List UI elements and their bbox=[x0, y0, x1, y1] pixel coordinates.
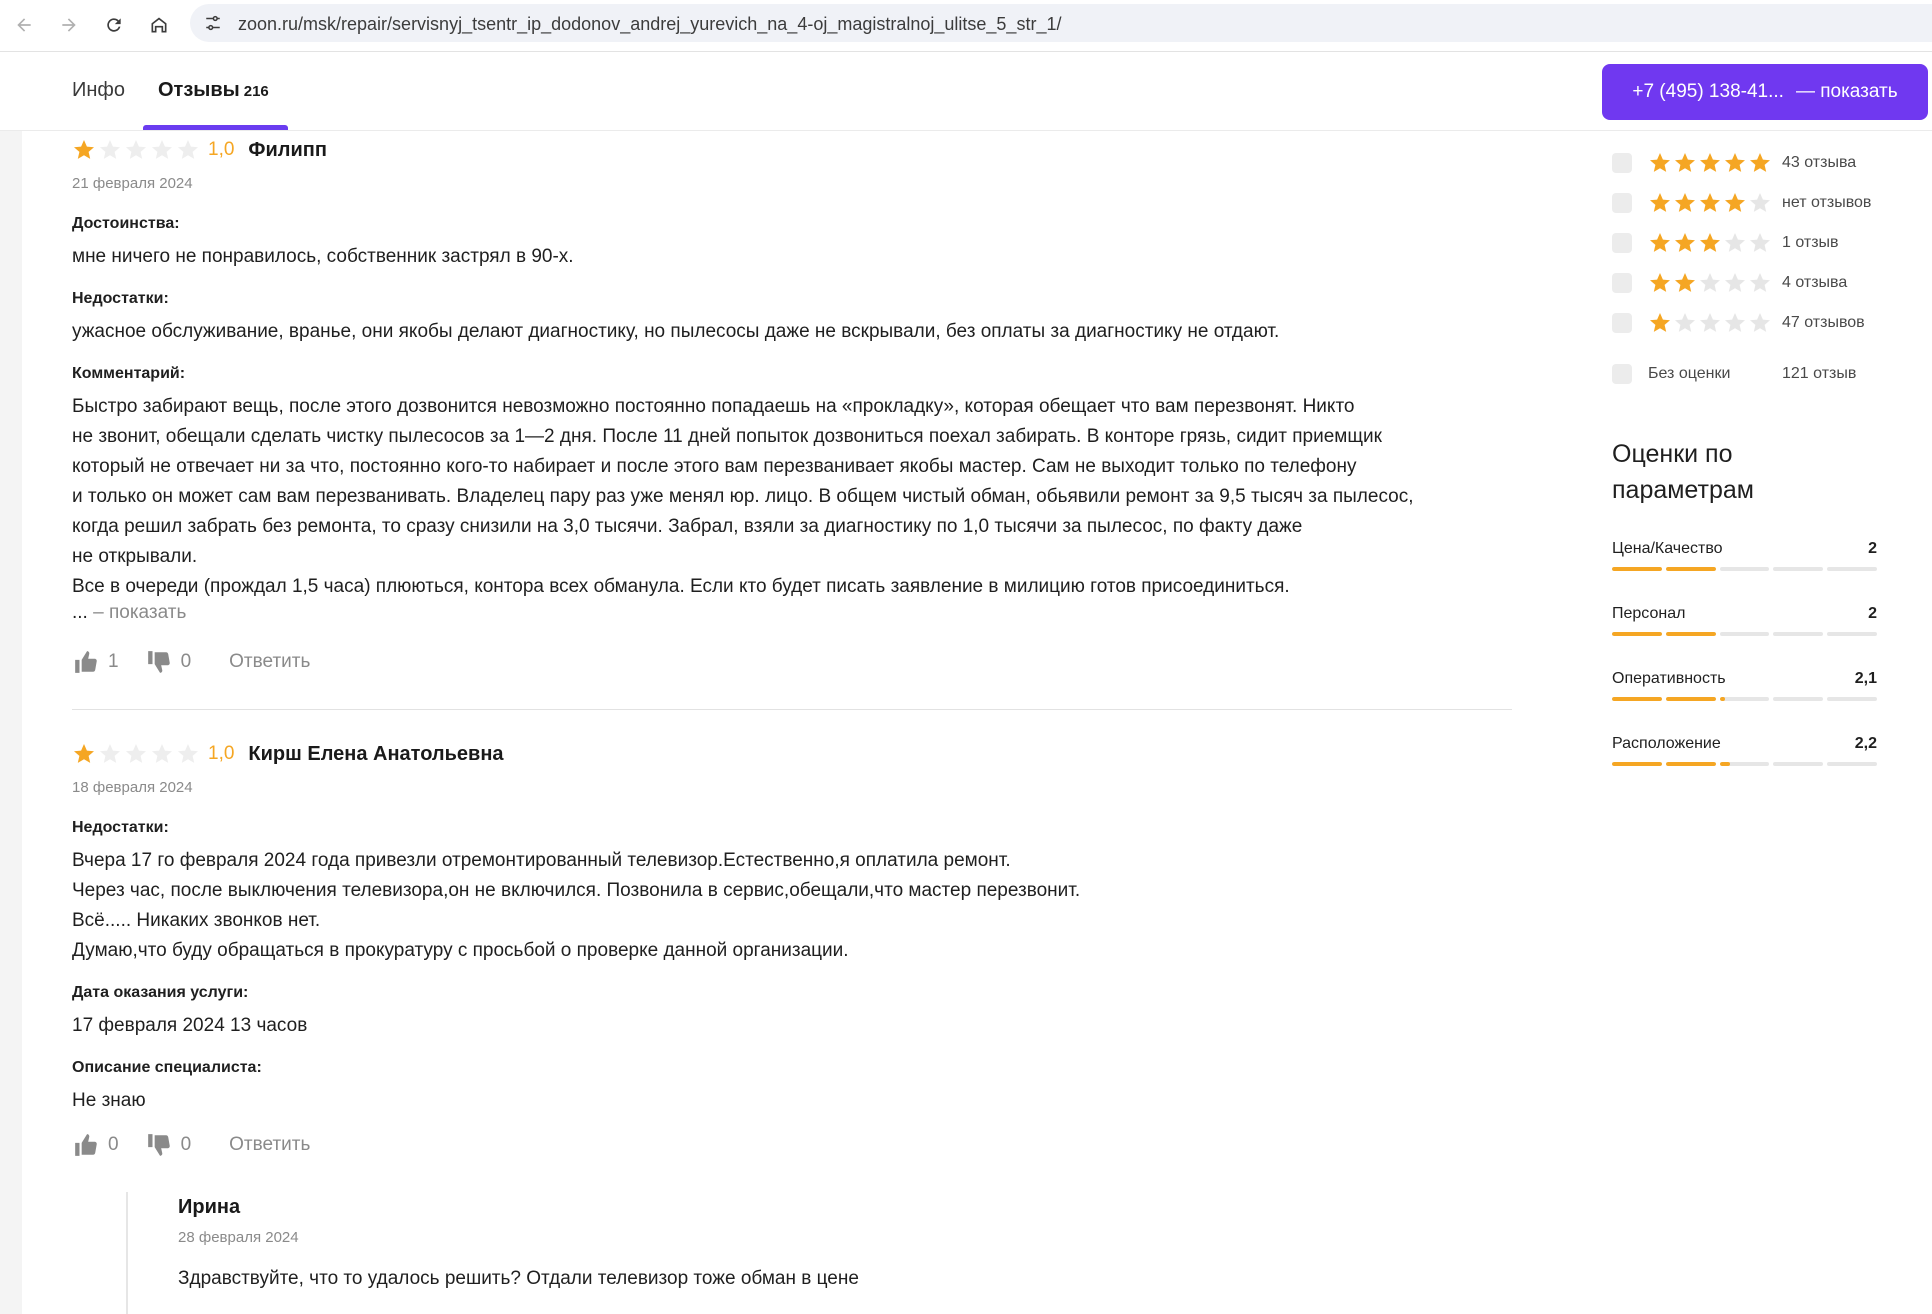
star-filled-icon bbox=[1673, 151, 1697, 175]
tab-info[interactable] bbox=[72, 79, 125, 102]
param-value: 2 bbox=[1868, 605, 1877, 622]
filter-count: 1 отзыв bbox=[1782, 234, 1839, 251]
star-empty-icon bbox=[1723, 311, 1747, 335]
reply-date: 28 февраля 2024 bbox=[178, 1229, 299, 1246]
comment-label: Комментарий: bbox=[72, 365, 186, 382]
rating-stars bbox=[72, 742, 200, 766]
star-filled-icon bbox=[1698, 191, 1722, 215]
thumbs-up-icon[interactable] bbox=[72, 649, 100, 675]
address-bar[interactable] bbox=[190, 4, 1932, 42]
left-gutter bbox=[0, 131, 22, 1314]
comment-line: когда решил забрать без ремонта, то сразу снизили на 3,0 тысячи. Забрал, взяли за диагностику по 1,0 тысячи за пылесос, по факту даже bbox=[72, 516, 1303, 537]
param-bar-fill bbox=[1612, 632, 1662, 636]
comment-text bbox=[72, 392, 1552, 602]
cons-text bbox=[72, 846, 1080, 966]
pros-label: Достоинства: bbox=[72, 215, 180, 232]
param-bar-segment bbox=[1773, 632, 1823, 636]
review-author: Кирш Елена Анатольевна bbox=[248, 742, 504, 765]
thumbs-up-icon[interactable] bbox=[72, 1132, 100, 1158]
forward-button[interactable] bbox=[52, 8, 86, 42]
filter-count: 121 отзыв bbox=[1782, 365, 1857, 382]
filter-stars bbox=[1648, 231, 1772, 255]
star-filled-icon bbox=[1673, 271, 1697, 295]
star-empty-icon bbox=[1723, 271, 1747, 295]
param-name: Оперативность bbox=[1612, 670, 1726, 687]
param-bar bbox=[1612, 632, 1877, 636]
phone-number: +7 (495) 138-41... bbox=[1632, 81, 1784, 102]
param-bar-segment bbox=[1612, 697, 1662, 701]
filter-stars bbox=[1648, 271, 1772, 295]
back-button[interactable] bbox=[7, 8, 41, 42]
thumbs-down-icon[interactable] bbox=[145, 649, 173, 675]
star-empty-icon bbox=[176, 742, 200, 766]
param-price-quality bbox=[1612, 540, 1877, 558]
phone-show-label: — показать bbox=[1795, 81, 1898, 102]
review-card bbox=[72, 742, 504, 796]
star-filled-icon bbox=[1673, 231, 1697, 255]
arrow-left-icon bbox=[14, 15, 34, 35]
active-tab-indicator bbox=[143, 125, 288, 130]
param-bar-segment bbox=[1666, 567, 1716, 571]
star-empty-icon bbox=[98, 742, 122, 766]
star-filled-icon bbox=[1723, 151, 1747, 175]
param-bar-segment bbox=[1827, 567, 1877, 571]
rating-stars bbox=[72, 138, 200, 162]
filter-checkbox[interactable] bbox=[1612, 233, 1632, 253]
site-header bbox=[0, 53, 1932, 131]
param-bar-fill bbox=[1612, 697, 1662, 701]
param-bar-fill bbox=[1720, 697, 1725, 701]
reply-button[interactable]: Ответить bbox=[229, 1134, 311, 1155]
rating-value: 1,0 bbox=[208, 139, 235, 160]
param-bar-segment bbox=[1720, 632, 1770, 636]
star-filled-icon bbox=[1698, 151, 1722, 175]
tab-reviews-label: Отзывы bbox=[158, 79, 240, 101]
arrow-right-icon bbox=[59, 15, 79, 35]
param-name: Цена/Качество bbox=[1612, 540, 1723, 557]
param-bar-fill bbox=[1612, 567, 1662, 571]
star-filled-icon bbox=[1698, 231, 1722, 255]
reload-button[interactable] bbox=[97, 8, 131, 42]
param-bar-segment bbox=[1720, 697, 1770, 701]
star-empty-icon bbox=[1748, 191, 1772, 215]
pros-text: мне ничего не понравилось, собственник застрял в 90-х. bbox=[72, 246, 574, 267]
param-bar-fill bbox=[1666, 567, 1716, 571]
rating-value: 1,0 bbox=[208, 743, 235, 764]
param-bar-segment bbox=[1827, 762, 1877, 766]
param-bar-segment bbox=[1666, 697, 1716, 701]
rating-filter-2[interactable] bbox=[1612, 272, 1877, 294]
review-author: Филипп bbox=[248, 138, 327, 161]
filter-checkbox[interactable] bbox=[1612, 313, 1632, 333]
star-filled-icon bbox=[1648, 191, 1672, 215]
param-value: 2,2 bbox=[1854, 735, 1877, 752]
star-filled-icon bbox=[1748, 151, 1772, 175]
cons-label: Недостатки: bbox=[72, 290, 169, 307]
param-staff bbox=[1612, 605, 1877, 623]
review-divider bbox=[72, 709, 1512, 710]
param-bar-segment bbox=[1612, 632, 1662, 636]
param-speed bbox=[1612, 670, 1877, 688]
star-empty-icon bbox=[124, 138, 148, 162]
review-header bbox=[72, 742, 504, 770]
dislikes-count: 0 bbox=[180, 1134, 192, 1155]
comment-line: Быстро забирают вещь, после этого дозвонится невозможно постоянно попадаешь на «прокладку», которая обещает что вам перезвонят. Никто bbox=[72, 396, 1355, 417]
cons-line: Думаю,что буду обращаться в прокуратуру с просьбой о проверке данной организации. bbox=[72, 940, 849, 961]
filter-checkbox[interactable] bbox=[1612, 153, 1632, 173]
filter-count: 47 отзывов bbox=[1782, 314, 1865, 331]
home-button[interactable] bbox=[142, 8, 176, 42]
specialist-label: Описание специалиста: bbox=[72, 1059, 262, 1076]
show-more-link[interactable]: – показать bbox=[93, 602, 187, 623]
dislikes-count: 0 bbox=[180, 651, 192, 672]
comment-line: не звонит, обещали сделать чистку пылесосов за 1—2 дня. После 11 дней попыток дозвониться поехал забирать. В конторе грязь, сидит приемщик bbox=[72, 426, 1382, 447]
reply-thread-line bbox=[126, 1192, 128, 1314]
reply-author: Ирина bbox=[178, 1196, 241, 1218]
star-filled-icon bbox=[1723, 191, 1747, 215]
param-bar-segment bbox=[1666, 762, 1716, 766]
star-empty-icon bbox=[1748, 271, 1772, 295]
rating-filter-4[interactable] bbox=[1612, 192, 1877, 214]
review-date: 18 февраля 2024 bbox=[72, 779, 193, 796]
reply-text: Здравствуйте, что то удалось решить? Отдали телевизор тоже обман в цене bbox=[178, 1268, 859, 1289]
param-bar-segment bbox=[1773, 697, 1823, 701]
param-value: 2 bbox=[1868, 540, 1877, 557]
home-icon bbox=[149, 15, 169, 35]
ellipsis: ... bbox=[72, 602, 88, 623]
param-name: Персонал bbox=[1612, 605, 1686, 622]
star-empty-icon bbox=[98, 138, 122, 162]
filter-count: 43 отзыва bbox=[1782, 154, 1857, 171]
show-more bbox=[72, 602, 186, 624]
tab-reviews[interactable] bbox=[158, 79, 269, 102]
star-filled-icon bbox=[1648, 311, 1672, 335]
star-filled-icon bbox=[1648, 271, 1672, 295]
review-actions bbox=[72, 1132, 310, 1158]
star-empty-icon bbox=[1698, 271, 1722, 295]
star-filled-icon bbox=[72, 742, 96, 766]
review-card bbox=[72, 138, 327, 192]
filter-stars bbox=[1648, 311, 1772, 335]
star-filled-icon bbox=[1673, 191, 1697, 215]
param-bar-segment bbox=[1827, 697, 1877, 701]
filter-checkbox[interactable] bbox=[1612, 193, 1632, 213]
filter-stars bbox=[1648, 191, 1772, 215]
param-bar bbox=[1612, 567, 1877, 571]
param-value: 2,1 bbox=[1854, 670, 1877, 687]
param-bar bbox=[1612, 697, 1877, 701]
param-name: Расположение bbox=[1612, 735, 1721, 752]
params-title-line: Оценки по bbox=[1612, 440, 1733, 468]
param-bar bbox=[1612, 762, 1877, 766]
filter-checkbox[interactable] bbox=[1612, 273, 1632, 293]
param-bar-fill bbox=[1666, 762, 1716, 766]
rating-filter-1[interactable] bbox=[1612, 312, 1877, 334]
review-actions bbox=[72, 649, 310, 675]
reload-icon bbox=[104, 15, 124, 35]
param-bar-segment bbox=[1773, 567, 1823, 571]
cons-text: ужасное обслуживание, вранье, они якобы делают диагностику, но пылесосы даже не вскрывали, без оплаты за диагностику не отдают. bbox=[72, 321, 1280, 342]
params-title-line: параметрам bbox=[1612, 476, 1754, 504]
rating-filter-5[interactable] bbox=[1612, 152, 1877, 174]
cons-line: Через час, после выключения телевизора,он не включился. Позвонила в сервис,обещали,что мастер перезвонит. bbox=[72, 880, 1081, 901]
filter-stars bbox=[1648, 151, 1772, 175]
param-bar-segment bbox=[1773, 762, 1823, 766]
star-empty-icon bbox=[1723, 231, 1747, 255]
star-empty-icon bbox=[1673, 311, 1697, 335]
url-text: zoon.ru/msk/repair/servisnyj_tsentr_ip_dodonov_andrej_yurevich_na_4-oj_magistralnoj_ulitse_5_str_1/ bbox=[238, 14, 1062, 34]
params-title bbox=[1612, 436, 1754, 508]
service-date-label: Дата оказания услуги: bbox=[72, 984, 249, 1001]
rating-filter-3[interactable] bbox=[1612, 232, 1877, 254]
rating-filter-none[interactable] bbox=[1612, 363, 1877, 385]
reviews-count: 216 bbox=[243, 83, 269, 100]
no-rating-label: Без оценки bbox=[1648, 365, 1731, 382]
filter-count: 4 отзыва bbox=[1782, 274, 1848, 291]
review-header bbox=[72, 138, 327, 166]
tab-info-label: Инфо bbox=[72, 79, 125, 101]
cons-label: Недостатки: bbox=[72, 819, 169, 836]
star-filled-icon bbox=[72, 138, 96, 162]
comment-line: не открывали. bbox=[72, 546, 198, 567]
star-empty-icon bbox=[1698, 311, 1722, 335]
filter-checkbox[interactable] bbox=[1612, 364, 1632, 384]
review-date: 21 февраля 2024 bbox=[72, 175, 193, 192]
comment-line: Все в очереди (прождал 1,5 часа) плюються, контора всех обманула. Если кто будет писать заявление в милицию готов присоединиться. bbox=[72, 576, 1290, 597]
thumbs-down-icon[interactable] bbox=[145, 1132, 173, 1158]
param-bar-segment bbox=[1612, 567, 1662, 571]
cons-line: Всё..... Никаких звонков нет. bbox=[72, 910, 321, 931]
filter-count: нет отзывов bbox=[1782, 194, 1872, 211]
param-bar-segment bbox=[1720, 762, 1770, 766]
star-empty-icon bbox=[124, 742, 148, 766]
star-filled-icon bbox=[1648, 231, 1672, 255]
browser-toolbar bbox=[0, 0, 1932, 52]
likes-count: 1 bbox=[108, 651, 119, 672]
param-bar-segment bbox=[1720, 567, 1770, 571]
likes-count: 0 bbox=[108, 1134, 119, 1155]
service-date: 17 февраля 2024 13 часов bbox=[72, 1015, 308, 1036]
param-bar-fill bbox=[1720, 762, 1730, 766]
specialist-text: Не знаю bbox=[72, 1090, 146, 1111]
show-phone-button[interactable] bbox=[1602, 64, 1928, 120]
param-bar-fill bbox=[1666, 697, 1716, 701]
site-settings-icon[interactable] bbox=[204, 14, 222, 32]
star-empty-icon bbox=[150, 742, 174, 766]
reply-button[interactable]: Ответить bbox=[229, 651, 311, 672]
param-bar-segment bbox=[1666, 632, 1716, 636]
param-bar-segment bbox=[1612, 762, 1662, 766]
param-location bbox=[1612, 735, 1877, 753]
star-empty-icon bbox=[176, 138, 200, 162]
comment-line: который не отвечает ни за что, постоянно кого-то набирает и после этого вам перезванивает якобы мастер. Сам не выходит только по телефону bbox=[72, 456, 1357, 477]
star-filled-icon bbox=[1648, 151, 1672, 175]
star-empty-icon bbox=[1748, 231, 1772, 255]
reply-card bbox=[178, 1196, 859, 1294]
param-bar-segment bbox=[1827, 632, 1877, 636]
param-bar-fill bbox=[1612, 762, 1662, 766]
star-empty-icon bbox=[1748, 311, 1772, 335]
param-bar-fill bbox=[1666, 632, 1716, 636]
comment-line: и только он может сам вам перезванивать. Владелец пару раз уже менял юр. лицо. В общем чистый обман, обьявили ремонт за 9,5 тысяч за пылесос, bbox=[72, 486, 1414, 507]
cons-line: Вчера 17 го февраля 2024 года привезли отремонтированный телевизор.Естественно,я оплатила ремонт. bbox=[72, 850, 1011, 871]
star-empty-icon bbox=[150, 138, 174, 162]
